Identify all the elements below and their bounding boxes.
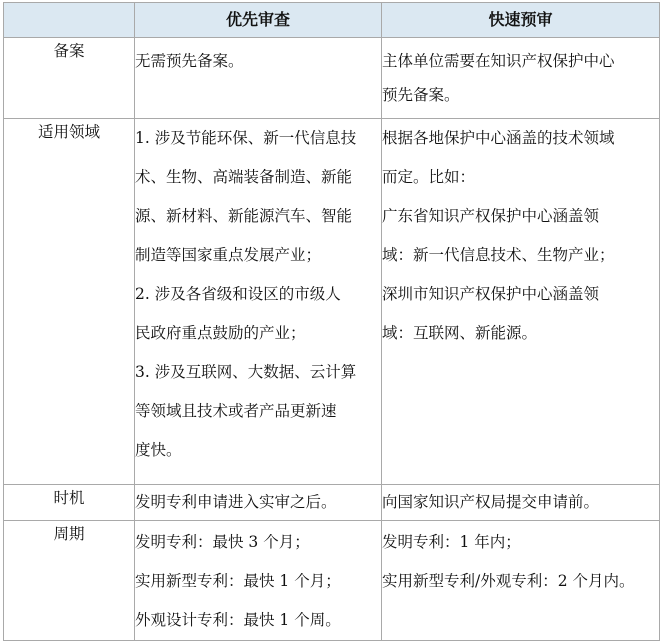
- header-row: [4, 3, 660, 38]
- header-priority-review: 优先审查: [135, 3, 382, 38]
- text-line: 1. 涉及节能环保、新一代信息技: [135, 129, 357, 147]
- header-fast-pre-review: 快速预审: [382, 3, 660, 38]
- cell-fields-priority: [135, 119, 382, 485]
- row-applicable-fields: [4, 119, 660, 485]
- row-label-filing: 备案: [4, 38, 135, 119]
- header-empty-cell: [4, 3, 135, 38]
- text-line: 深圳市知识产权保护中心涵盖领: [382, 285, 600, 303]
- text-line: 外观设计专利：最快 1 个周。: [135, 611, 341, 629]
- text-line: 民政府重点鼓励的产业；: [135, 324, 306, 342]
- cell-timing-fast: [382, 485, 660, 521]
- text-line: 实用新型专利/外观专利：2 个月内。: [382, 572, 635, 590]
- text-line: 无需预先备案。: [135, 52, 244, 70]
- cell-filing-fast: [382, 38, 660, 119]
- text-line: 域：互联网、新能源。: [382, 324, 538, 342]
- text-line: 预先备案。: [382, 86, 460, 104]
- text-line: 制造等国家重点发展产业；: [135, 246, 322, 264]
- text-line: 发明专利：1 年内；: [382, 533, 521, 551]
- text-line: 域：新一代信息技术、生物产业；: [382, 246, 615, 264]
- text-line: 根据各地保护中心涵盖的技术领域: [382, 129, 615, 147]
- row-cycle: [4, 521, 660, 641]
- text-line: 发明专利申请进入实审之后。: [135, 493, 337, 511]
- row-filing: [4, 38, 660, 119]
- text-line: 术、生物、高端装备制造、新能: [135, 168, 353, 186]
- text-line: 源、新材料、新能源汽车、智能: [135, 207, 353, 225]
- text-line: 向国家知识产权局提交申请前。: [382, 493, 600, 511]
- cell-fields-fast: [382, 119, 660, 485]
- text-line: 而定。比如：: [382, 168, 476, 186]
- row-timing: [4, 485, 660, 521]
- text-line: 2. 涉及各省级和设区的市级人: [135, 285, 341, 303]
- text-line: 3. 涉及互联网、大数据、云计算: [135, 363, 357, 381]
- comparison-table: [3, 2, 660, 641]
- cell-cycle-priority: [135, 521, 382, 641]
- text-line: 实用新型专利：最快 1 个月；: [135, 572, 341, 590]
- text-line: 度快。: [135, 441, 182, 459]
- row-label-cycle: 周期: [4, 521, 135, 641]
- text-line: 广东省知识产权保护中心涵盖领: [382, 207, 600, 225]
- text-line: 发明专利：最快 3 个月；: [135, 533, 310, 551]
- cell-cycle-fast: [382, 521, 660, 641]
- row-label-applicable-fields: 适用领域: [4, 119, 135, 485]
- text-line: 等领域且技术或者产品更新速: [135, 402, 337, 420]
- cell-filing-priority: [135, 38, 382, 119]
- text-line: 主体单位需要在知识产权保护中心: [382, 52, 615, 70]
- row-label-timing: 时机: [4, 485, 135, 521]
- cell-timing-priority: [135, 485, 382, 521]
